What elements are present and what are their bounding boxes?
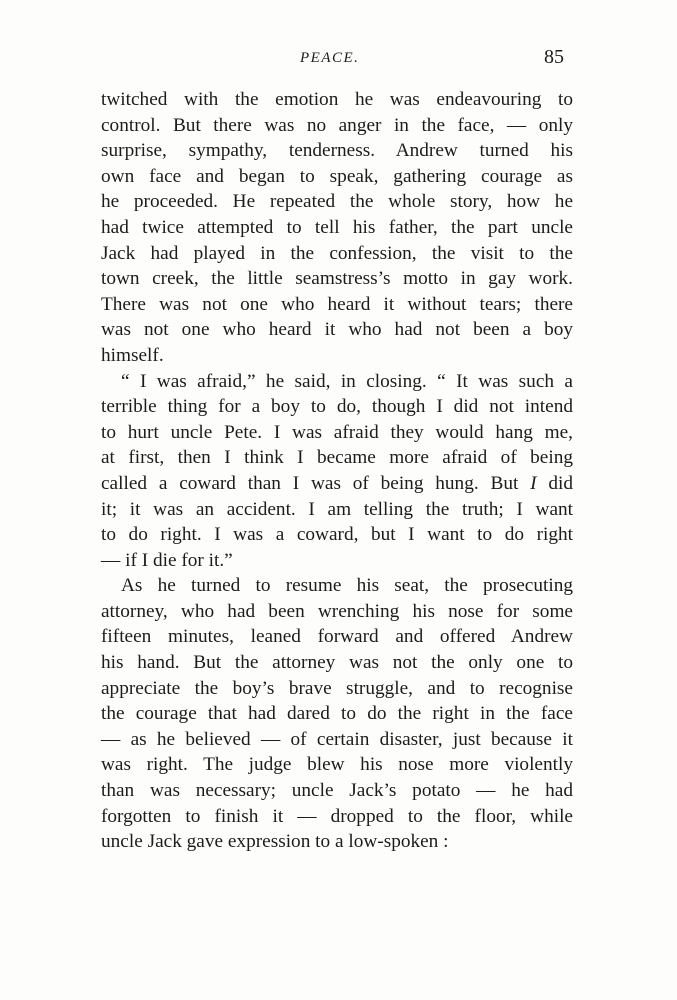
- running-title: PEACE.: [300, 50, 360, 66]
- text-line: control. But there was no anger in the face, — only: [101, 114, 573, 136]
- text-line: at first, then I think I became more afraid of being: [101, 447, 573, 469]
- body-text: [101, 87, 573, 855]
- text-line: had twice attempted to tell his father, the part uncle: [101, 216, 573, 238]
- text-line: “ I was afraid,” he said, in closing. “ It was such a: [121, 370, 573, 392]
- text-line: As he turned to resume his seat, the prosecuting: [121, 575, 573, 597]
- text-line: to do right. I was a coward, but I want to do right: [101, 524, 573, 546]
- text-line: was not one who heard it who had not been a boy: [101, 319, 573, 341]
- text-line: There was not one who heard it without tears; there: [101, 293, 573, 315]
- text-line: attorney, who had been wrenching his nose for some: [101, 600, 573, 622]
- text-line: uncle Jack gave expression to a low-spoken :: [101, 831, 449, 853]
- text-line: appreciate the boy’s brave struggle, and to recognise: [101, 677, 573, 699]
- text-line: the courage that had dared to do the right in the face: [101, 703, 573, 725]
- text-line: called a coward than I was of being hung. But I did: [101, 472, 573, 494]
- text-line: own face and began to speak, gathering courage as: [101, 165, 573, 187]
- text-line: it; it was an accident. I am telling the truth; I want: [101, 498, 573, 520]
- text-line: his hand. But the attorney was not the only one to: [101, 652, 573, 674]
- text-line: twitched with the emotion he was endeavouring to: [101, 89, 573, 110]
- running-head: [0, 46, 677, 76]
- text-line: himself.: [101, 344, 164, 366]
- text-line: forgotten to finish it — dropped to the floor, while: [101, 805, 573, 827]
- text-line: was right. The judge blew his nose more violently: [101, 754, 573, 776]
- text-line: to hurt uncle Pete. I was afraid they would hang me,: [101, 421, 573, 443]
- text-line: he proceeded. He repeated the whole story, how he: [101, 191, 573, 213]
- text-line: surprise, sympathy, tenderness. Andrew turned his: [101, 140, 573, 162]
- text-line: fifteen minutes, leaned forward and offered Andrew: [101, 626, 573, 648]
- text-line: — as he believed — of certain disaster, just because it: [101, 728, 573, 750]
- text-line: than was necessary; uncle Jack’s potato — he had: [101, 780, 573, 802]
- text-line: town creek, the little seamstress’s motto in gay work.: [101, 268, 573, 290]
- emphasized-word: I: [530, 472, 537, 494]
- text-line: — if I die for it.”: [101, 549, 233, 571]
- page-number: 85: [544, 46, 564, 68]
- text-line: terrible thing for a boy to do, though I did not intend: [101, 396, 573, 418]
- text-line: Jack had played in the confession, the visit to the: [101, 242, 573, 264]
